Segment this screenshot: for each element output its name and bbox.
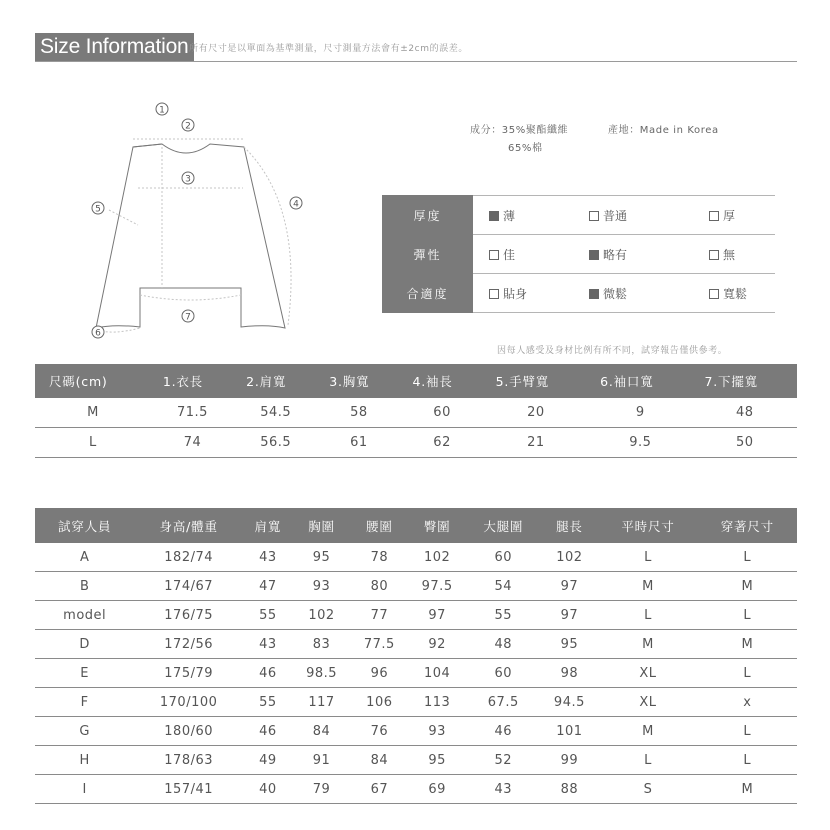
table-cell: 80 [350,572,408,601]
table-cell: M [598,717,697,746]
table-row [35,428,797,458]
table-cell: 58 [317,398,400,428]
fit-report-table [35,508,797,804]
checked-checkbox-icon [589,250,599,260]
header-divider [35,61,797,62]
size-table-header [35,364,797,398]
table-cell: 46 [243,717,293,746]
disclaimer: 因每人感受及身材比例有所不同，試穿報告僅供參考。 [497,346,728,356]
table-cell: 43 [243,543,293,572]
property-row-thickness [382,196,775,235]
size-info-header [35,33,797,63]
column-header: 胸圍 [293,508,351,543]
table-row [35,601,797,630]
table-cell: 104 [408,659,466,688]
marker-3 [182,172,194,185]
arm-guide [109,210,138,225]
table-cell: 96 [350,659,408,688]
column-header: 腰圍 [350,508,408,543]
table-cell: M [698,572,797,601]
table-cell: B [35,572,134,601]
table-cell: 97 [541,601,599,630]
table-cell: 99 [541,746,599,775]
table-cell: 78 [350,543,408,572]
table-cell: S [598,775,697,804]
table-cell: L [35,428,151,458]
table-cell: 106 [350,688,408,717]
size-table [35,364,797,458]
column-header: 尺碼(cm) [35,364,151,398]
table-row [35,398,797,428]
fit-table-header [35,508,797,543]
table-row [35,717,797,746]
table-row [35,659,797,688]
table-cell: M [598,572,697,601]
marker-4 [290,197,302,210]
table-cell: 95 [408,746,466,775]
table-cell: 94.5 [541,688,599,717]
table-cell: E [35,659,134,688]
table-cell: 55 [466,601,541,630]
table-cell: 91 [293,746,351,775]
table-row [35,630,797,659]
table-cell: L [698,543,797,572]
table-cell: 61 [317,428,400,458]
table-cell: M [698,630,797,659]
table-cell: M [35,398,151,428]
property-option: 略有 [589,235,709,274]
column-header: 身高/體重 [134,508,243,543]
table-cell: 97 [541,572,599,601]
table-cell: 77.5 [350,630,408,659]
table-cell: 67 [350,775,408,804]
table-cell: 174/67 [134,572,243,601]
table-cell: model [35,601,134,630]
table-row [35,572,797,601]
property-option: 佳 [473,235,589,274]
table-cell: 60 [466,659,541,688]
table-cell: 56.5 [234,428,317,458]
property-label: 彈性 [382,235,473,274]
table-cell: 101 [541,717,599,746]
table-cell: L [598,746,697,775]
table-cell: x [698,688,797,717]
table-cell: 95 [541,630,599,659]
table-cell: L [698,659,797,688]
table-cell: 182/74 [134,543,243,572]
column-header: 3.胸寬 [317,364,400,398]
property-row-fit [382,274,775,313]
property-label: 厚度 [382,196,473,235]
empty-checkbox-icon [589,211,599,221]
table-cell: 54.5 [234,398,317,428]
column-header: 6.袖口寬 [588,364,692,398]
column-header: 1.衣長 [151,364,234,398]
section-title: Size Information [35,33,194,61]
table-cell: 79 [293,775,351,804]
marker-2 [182,119,194,132]
property-option: 貼身 [473,274,589,313]
table-cell: 67.5 [466,688,541,717]
table-row [35,746,797,775]
property-option: 厚 [709,196,775,235]
svg-text:2: 2 [185,121,191,132]
table-cell: 117 [293,688,351,717]
svg-text:4: 4 [293,199,299,210]
table-cell: 113 [408,688,466,717]
marker-7 [182,310,194,323]
table-cell: 74 [151,428,234,458]
composition-line-1: 成分：35%聚酯纖維 [470,125,569,136]
table-cell: L [598,601,697,630]
table-cell: 54 [466,572,541,601]
table-cell: 48 [466,630,541,659]
table-cell: 47 [243,572,293,601]
empty-checkbox-icon [489,289,499,299]
table-cell: 97 [408,601,466,630]
table-cell: 83 [293,630,351,659]
table-cell: 55 [243,688,293,717]
table-cell: 102 [541,543,599,572]
material-info [470,122,719,158]
table-cell: M [698,775,797,804]
origin: 產地：Made in Korea [608,125,719,136]
property-option: 微鬆 [589,274,709,313]
table-cell: 93 [408,717,466,746]
table-cell: 49 [243,746,293,775]
marker-1 [156,103,168,116]
table-cell: 9.5 [588,428,692,458]
table-cell: M [598,630,697,659]
table-cell: 157/41 [134,775,243,804]
fabric-properties-table [382,195,775,313]
table-cell: 60 [466,543,541,572]
table-cell: 43 [466,775,541,804]
table-cell: 84 [350,746,408,775]
property-option: 寬鬆 [709,274,775,313]
property-label: 合適度 [382,274,473,313]
table-cell: F [35,688,134,717]
table-cell: 21 [484,428,588,458]
column-header: 大腿圍 [466,508,541,543]
table-cell: 178/63 [134,746,243,775]
table-cell: 175/79 [134,659,243,688]
table-row [35,543,797,572]
table-cell: H [35,746,134,775]
table-row [35,688,797,717]
table-cell: 71.5 [151,398,234,428]
empty-checkbox-icon [709,250,719,260]
table-cell: 76 [350,717,408,746]
table-cell: 92 [408,630,466,659]
table-cell: 180/60 [134,717,243,746]
empty-checkbox-icon [709,289,719,299]
property-option: 無 [709,235,775,274]
column-header: 臀圍 [408,508,466,543]
table-cell: 48 [693,398,797,428]
table-cell: L [698,746,797,775]
table-cell: 50 [693,428,797,458]
empty-checkbox-icon [709,211,719,221]
table-cell: 98.5 [293,659,351,688]
table-cell: 52 [466,746,541,775]
svg-text:1: 1 [159,105,165,116]
svg-text:6: 6 [95,328,101,339]
column-header: 平時尺寸 [598,508,697,543]
table-cell: 40 [243,775,293,804]
table-cell: 95 [293,543,351,572]
svg-text:7: 7 [185,312,191,323]
table-cell: 55 [243,601,293,630]
table-cell: 43 [243,630,293,659]
table-cell: 69 [408,775,466,804]
column-header: 試穿人員 [35,508,134,543]
table-cell: D [35,630,134,659]
table-cell: 77 [350,601,408,630]
table-cell: L [698,601,797,630]
column-header: 4.袖長 [400,364,483,398]
table-cell: L [698,717,797,746]
empty-checkbox-icon [489,250,499,260]
column-header: 腿長 [541,508,599,543]
table-cell: XL [598,659,697,688]
table-row [35,775,797,804]
column-header: 2.肩寬 [234,364,317,398]
marker-6 [92,326,104,339]
table-cell: 46 [466,717,541,746]
garment-measurement-diagram [78,95,318,345]
table-cell: 46 [243,659,293,688]
svg-text:3: 3 [185,174,191,185]
checked-checkbox-icon [489,211,499,221]
property-option: 普通 [589,196,709,235]
property-option: 薄 [473,196,589,235]
table-cell: 102 [293,601,351,630]
column-header: 穿著尺寸 [698,508,797,543]
table-cell: 172/56 [134,630,243,659]
table-cell: A [35,543,134,572]
table-cell: 88 [541,775,599,804]
table-cell: 102 [408,543,466,572]
table-cell: 93 [293,572,351,601]
table-cell: 60 [400,398,483,428]
table-cell: XL [598,688,697,717]
table-cell: G [35,717,134,746]
table-cell: I [35,775,134,804]
checked-checkbox-icon [589,289,599,299]
table-cell: L [598,543,697,572]
table-cell: 62 [400,428,483,458]
sleeve-guide [244,147,291,325]
svg-text:5: 5 [95,204,101,215]
measurement-note: 所有尺寸是以單面為基準測量，尺寸測量方法會有±2cm的誤差。 [189,44,468,54]
column-header: 7.下擺寬 [693,364,797,398]
property-row-elasticity [382,235,775,274]
column-header: 5.手臂寬 [484,364,588,398]
table-cell: 20 [484,398,588,428]
table-cell: 9 [588,398,692,428]
table-cell: 176/75 [134,601,243,630]
table-cell: 84 [293,717,351,746]
hem-guide [140,295,241,300]
table-cell: 98 [541,659,599,688]
table-cell: 97.5 [408,572,466,601]
marker-5 [92,202,104,215]
table-cell: 170/100 [134,688,243,717]
column-header: 肩寬 [243,508,293,543]
composition-line-2: 65%棉 [508,143,543,154]
garment-outline [96,144,285,328]
